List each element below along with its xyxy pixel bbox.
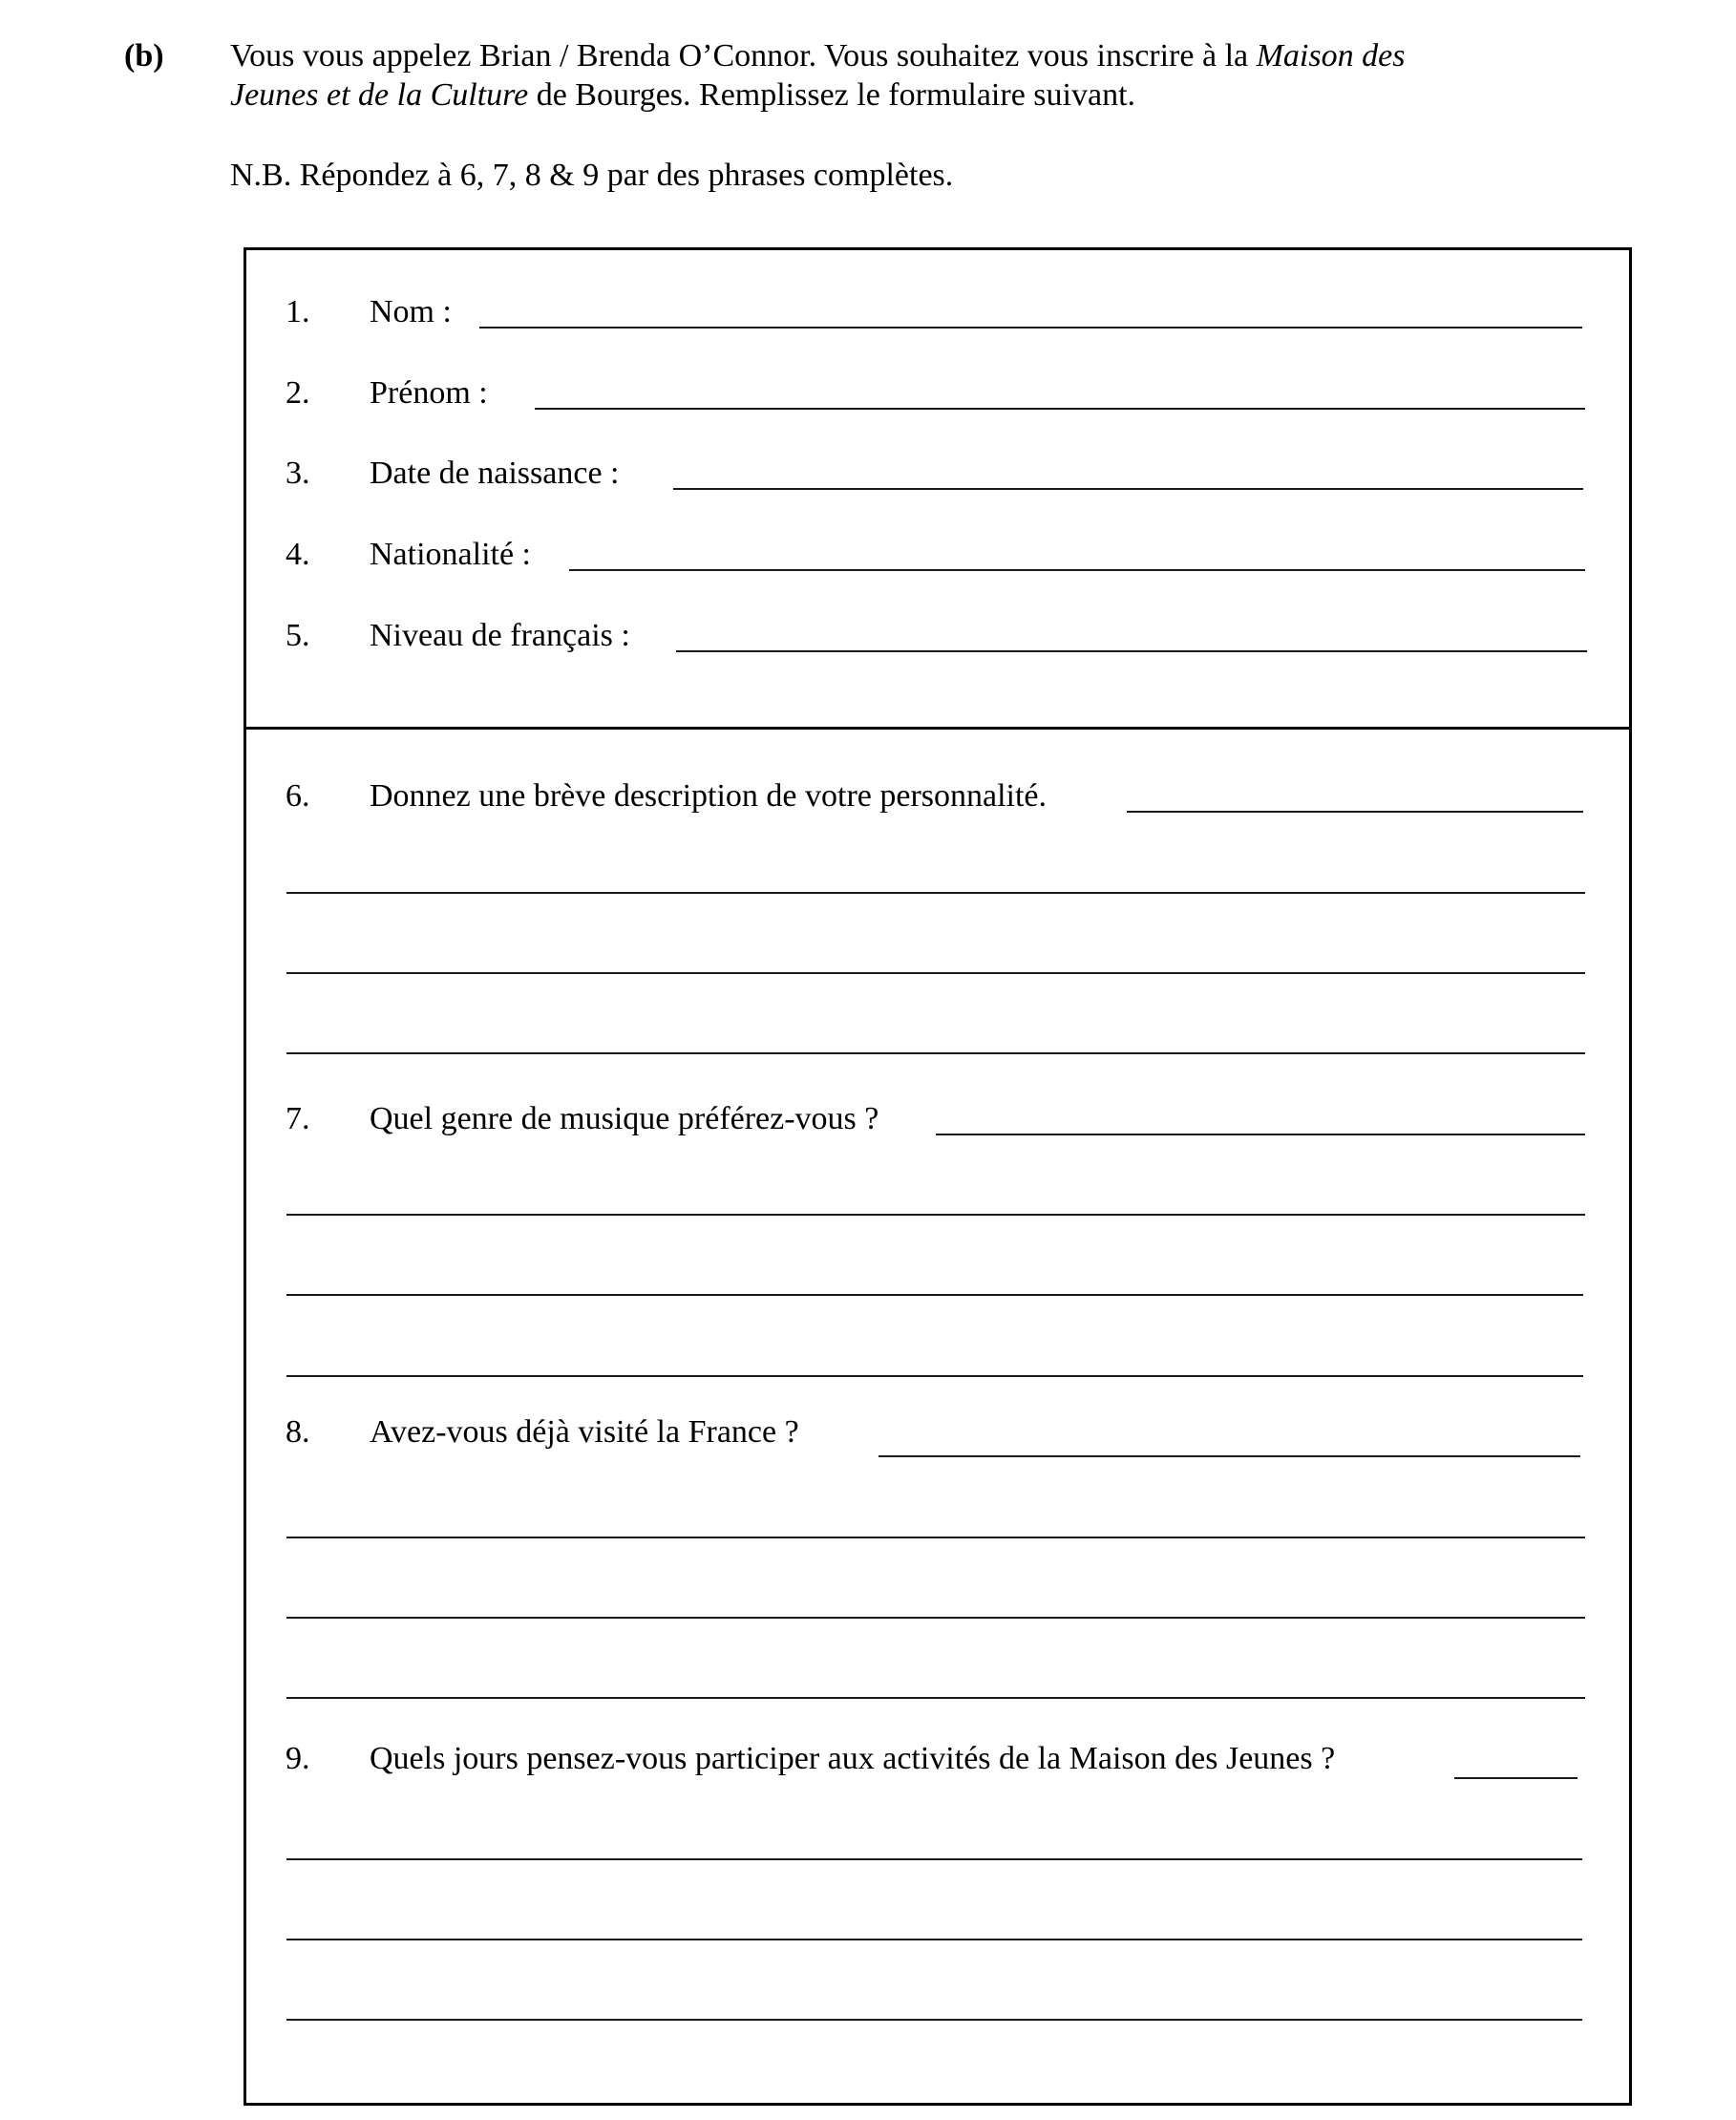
field-label: Prénom : [370,375,488,411]
answer-line-8-inline[interactable] [879,1455,1580,1457]
question-number: 7. [286,1101,310,1136]
intro-text: Vous vous appelez Brian / Brenda O’Connor. Vous souhaitez vous inscrire à la [230,38,1257,74]
field-label: Date de naissance : [370,456,620,491]
answer-line-8-3[interactable] [286,1697,1585,1699]
question-number: 6. [286,778,310,814]
section-divider [243,727,1632,730]
answer-line-6-inline[interactable] [1127,811,1583,813]
intro-italic-title: Maison des [1256,38,1406,74]
field-label: Nationalité : [370,537,532,572]
question-text: Donnez une brève description de votre personnalité. [370,778,1048,814]
answer-line-6-3[interactable] [286,1052,1585,1054]
answer-line-8-1[interactable] [286,1537,1585,1538]
field-label: Niveau de français : [370,618,630,653]
intro-italic-title-cont: Jeunes et de la Culture [230,77,529,113]
form-box [243,247,1632,2106]
field-number: 3. [286,456,310,491]
answer-line-7-1[interactable] [286,1214,1585,1216]
prenom-input-line[interactable] [535,408,1585,410]
answer-line-6-1[interactable] [286,892,1585,894]
field-label: Nom : [370,294,452,329]
answer-line-7-2[interactable] [286,1294,1583,1296]
question-text: Quel genre de musique préférez-vous ? [370,1101,879,1136]
question-number: 9. [286,1741,310,1776]
answer-line-7-3[interactable] [286,1375,1583,1377]
answer-line-9-inline[interactable] [1454,1777,1577,1779]
niveau-francais-input-line[interactable] [676,650,1587,652]
answer-line-8-2[interactable] [286,1617,1585,1619]
answer-line-7-inline[interactable] [936,1134,1585,1135]
field-number: 2. [286,375,310,411]
intro-line-2 [230,75,1135,115]
field-number: 4. [286,537,310,572]
nationalite-input-line[interactable] [569,569,1585,571]
answer-line-9-1[interactable] [286,1858,1582,1860]
intro-text-cont: de Bourges. Remplissez le formulaire suivant. [528,77,1136,113]
date-naissance-input-line[interactable] [673,488,1583,490]
field-number: 5. [286,618,310,653]
nom-input-line[interactable] [479,327,1582,329]
instruction-note: N.B. Répondez à 6, 7, 8 & 9 par des phrases complètes. [230,158,954,193]
part-label: (b) [124,38,164,74]
question-number: 8. [286,1414,310,1450]
answer-line-9-2[interactable] [286,1939,1582,1940]
question-text: Avez-vous déjà visité la France ? [370,1414,799,1450]
field-number: 1. [286,294,310,329]
question-text: Quels jours pensez-vous participer aux activités de la Maison des Jeunes ? [370,1741,1336,1776]
answer-line-6-2[interactable] [286,972,1585,974]
answer-line-9-3[interactable] [286,2019,1582,2021]
intro-line-1 [230,36,1405,75]
